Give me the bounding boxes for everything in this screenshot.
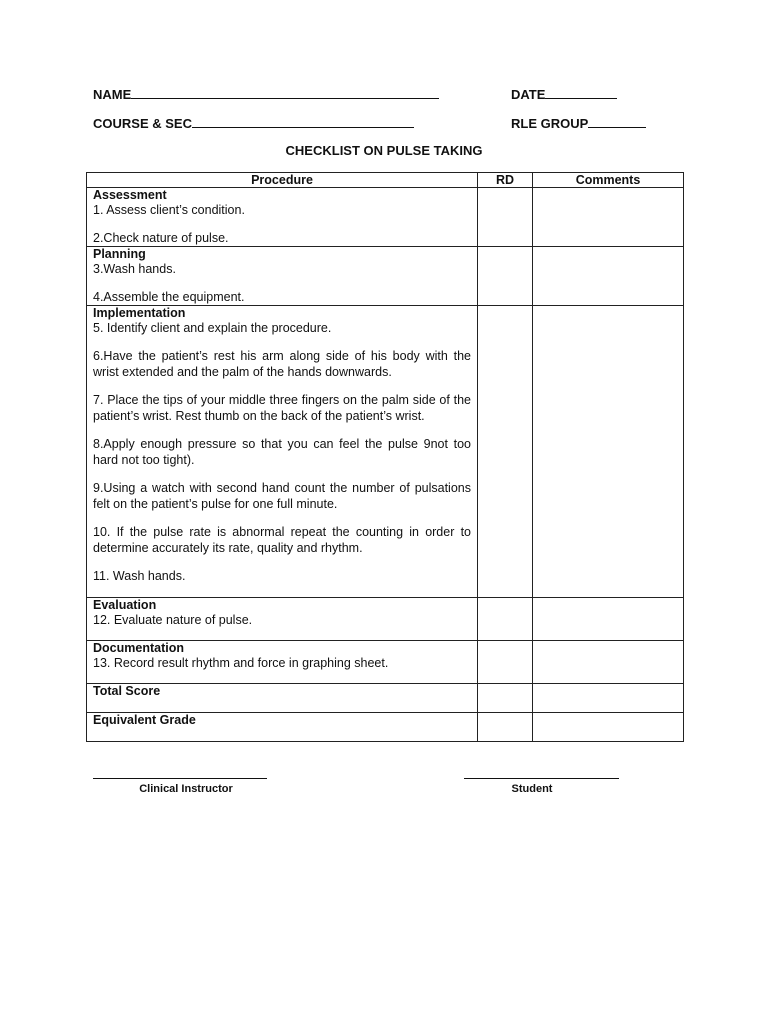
course-label: COURSE & SEC xyxy=(93,116,192,131)
rd-cell[interactable] xyxy=(478,188,533,247)
section-heading: Evaluation xyxy=(93,598,157,612)
date-label: DATE xyxy=(511,87,546,102)
total-score-label: Total Score xyxy=(93,684,161,698)
list-item: 9.Using a watch with second hand count the number of pulsations felt on the patient’s pulse for one full minute. xyxy=(93,481,471,511)
comments-cell[interactable] xyxy=(533,188,684,247)
procedure-cell xyxy=(87,188,478,247)
procedure-cell xyxy=(87,684,478,713)
course-blank[interactable] xyxy=(192,115,414,128)
column-header-comments: Comments xyxy=(533,173,684,188)
rd-cell[interactable] xyxy=(478,247,533,306)
comments-cell[interactable] xyxy=(533,247,684,306)
comments-cell[interactable] xyxy=(533,713,684,742)
list-item: 13. Record result rhythm and force in graphing sheet. xyxy=(93,656,389,670)
rd-cell[interactable] xyxy=(478,306,533,598)
date-field xyxy=(511,86,617,103)
table-row-assessment xyxy=(87,188,684,247)
column-header-rd: RD xyxy=(478,173,533,188)
comments-cell[interactable] xyxy=(533,684,684,713)
procedure-cell xyxy=(87,306,478,598)
list-item: 5. Identify client and explain the procedure. xyxy=(93,321,332,335)
section-heading: Implementation xyxy=(93,306,186,320)
comments-cell[interactable] xyxy=(533,306,684,598)
rle-group-label: RLE GROUP xyxy=(511,116,589,131)
student-label: Student xyxy=(511,783,553,795)
comments-cell[interactable] xyxy=(533,641,684,684)
list-item: 4.Assemble the equipment. xyxy=(93,290,245,304)
name-field xyxy=(93,86,439,103)
rd-cell[interactable] xyxy=(478,713,533,742)
rle-group-blank[interactable] xyxy=(588,115,646,128)
procedure-cell xyxy=(87,598,478,641)
list-item: 11. Wash hands. xyxy=(93,569,186,583)
list-item: 2.Check nature of pulse. xyxy=(93,231,229,245)
list-item: 10. If the pulse rate is abnormal repeat the counting in order to determine accurately its rate, quality and rhythm. xyxy=(93,525,471,555)
procedure-cell xyxy=(87,641,478,684)
name-blank[interactable] xyxy=(131,86,439,99)
rd-cell[interactable] xyxy=(478,684,533,713)
table-row-implementation xyxy=(87,306,684,598)
list-item: 8.Apply enough pressure so that you can feel the pulse 9not too hard not too tight). xyxy=(93,437,471,467)
list-item: 3.Wash hands. xyxy=(93,262,176,276)
page-title: CHECKLIST ON PULSE TAKING xyxy=(285,143,483,158)
rd-cell[interactable] xyxy=(478,641,533,684)
table-row-total-score xyxy=(87,684,684,713)
comments-cell[interactable] xyxy=(533,598,684,641)
section-heading: Assessment xyxy=(93,188,167,202)
checklist-table xyxy=(86,172,684,742)
section-heading: Planning xyxy=(93,247,146,261)
clinical-instructor-signature-line[interactable] xyxy=(93,778,267,779)
list-item: 1. Assess client’s condition. xyxy=(93,203,245,217)
list-item: 7. Place the tips of your middle three fingers on the palm side of the patient’s wrist. Rest thumb on the back of the patient’s wrist. xyxy=(93,393,471,423)
course-field xyxy=(93,115,414,132)
procedure-cell xyxy=(87,713,478,742)
list-item: 12. Evaluate nature of pulse. xyxy=(93,613,253,627)
table-header-row xyxy=(87,173,684,188)
procedure-cell xyxy=(87,247,478,306)
rd-cell[interactable] xyxy=(478,598,533,641)
table-row-equivalent-grade xyxy=(87,713,684,742)
equivalent-grade-label: Equivalent Grade xyxy=(93,713,196,727)
list-item: 6.Have the patient’s rest his arm along side of his body with the wrist extended and the palm of the hands downwards. xyxy=(93,349,471,379)
date-blank[interactable] xyxy=(545,86,617,99)
section-heading: Documentation xyxy=(93,641,184,655)
student-signature-line[interactable] xyxy=(464,778,619,779)
table-row-documentation xyxy=(87,641,684,684)
table-row-planning xyxy=(87,247,684,306)
table-row-evaluation xyxy=(87,598,684,641)
rle-group-field xyxy=(511,115,646,132)
clinical-instructor-label: Clinical Instructor xyxy=(139,783,233,795)
name-label: NAME xyxy=(93,87,132,102)
column-header-procedure: Procedure xyxy=(87,173,478,188)
